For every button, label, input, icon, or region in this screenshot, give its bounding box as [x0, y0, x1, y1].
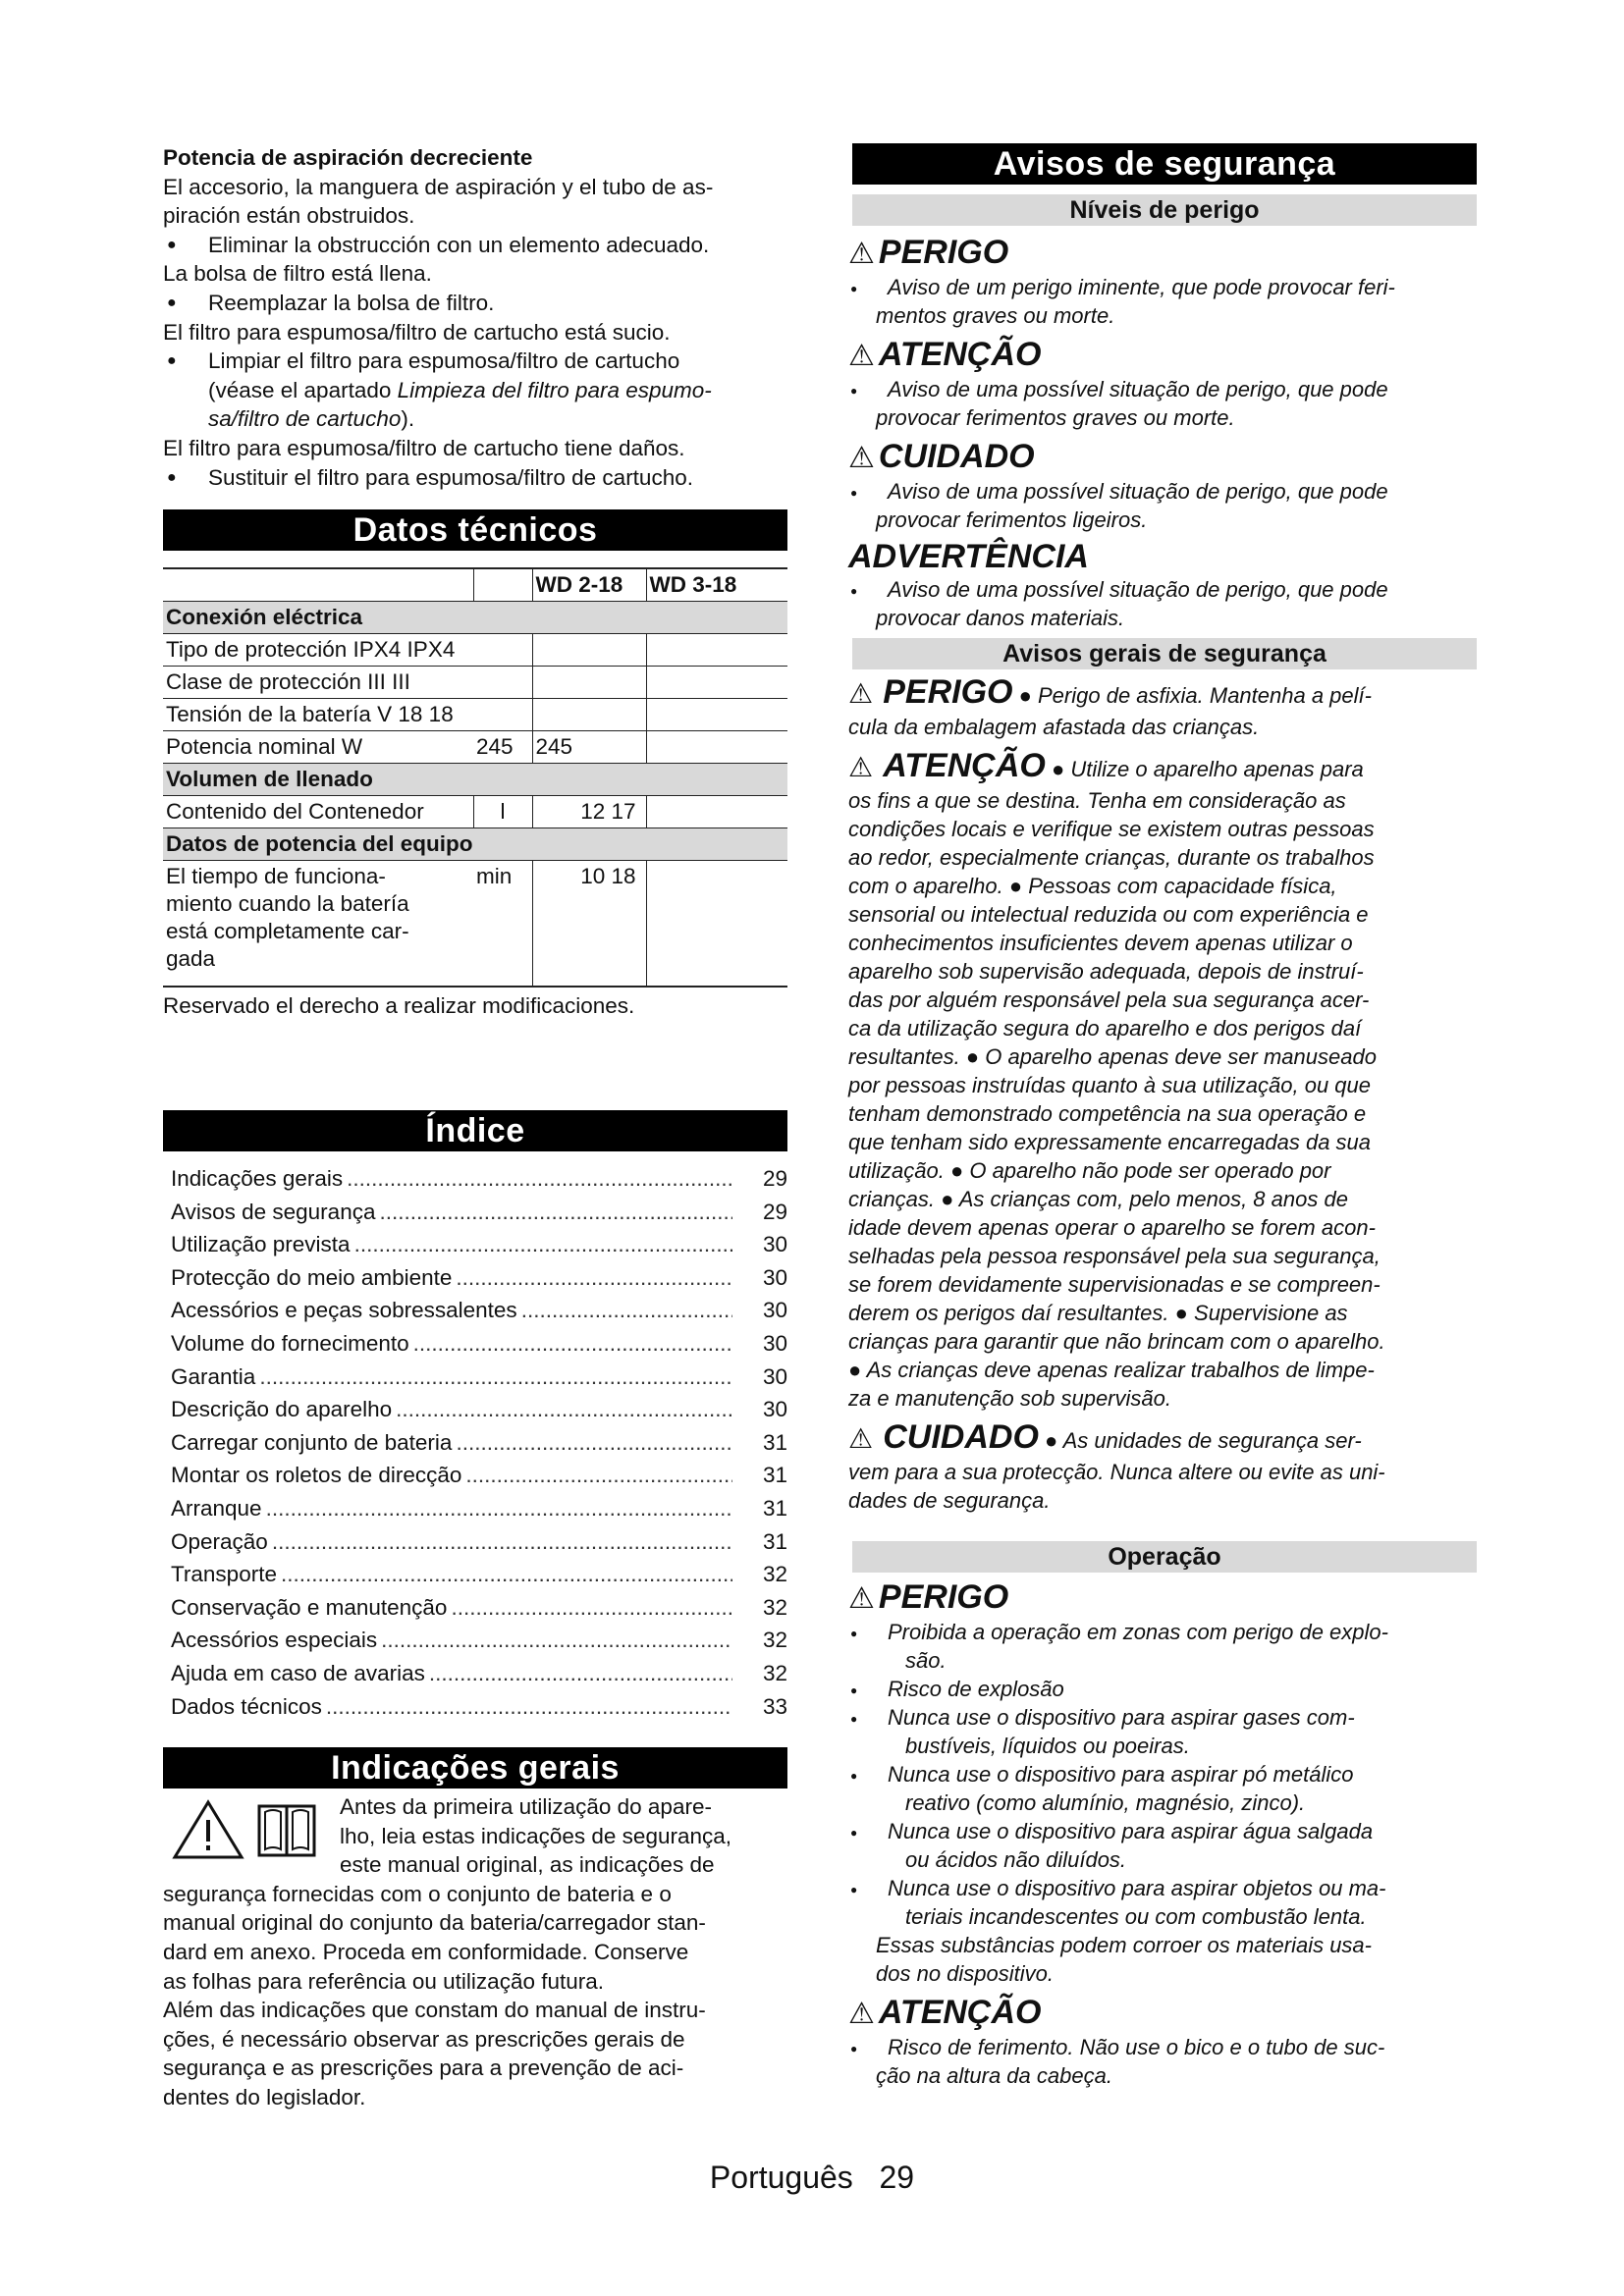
- operation-item: ● Risco de explosão: [848, 1675, 1477, 1703]
- toc-entry[interactable]: [171, 1558, 787, 1591]
- trouble-text: La bolsa de filtro está llena.: [163, 261, 432, 287]
- general-section: [163, 1792, 787, 2112]
- warning-triangle-icon: ⚠: [848, 238, 875, 270]
- level-text: provocar ferimentos ligeiros.: [876, 507, 1148, 532]
- toc-page: 32: [762, 1628, 787, 1653]
- level-advertencia: ADVERTÊNCIA: [848, 538, 1089, 575]
- table-row: Tipo de protección IPX4 IPX4: [163, 634, 787, 667]
- operation-text: ção na altura da cabeça.: [876, 2063, 1112, 2088]
- toc-title: Indicações gerais: [171, 1166, 344, 1191]
- general-text: utilização. ● O aparelho não pode ser operado por: [848, 1158, 1331, 1183]
- general-atencao: ⚠ ATENÇÃO ● Utilize o aparelho apenas para: [848, 747, 1364, 784]
- general-text: Antes da primeira utilização do apare-: [340, 1794, 712, 1819]
- operation-item-cont: bustíveis, líquidos ou poeiras.: [905, 1734, 1190, 1758]
- operation-section: [848, 1578, 1477, 2090]
- toc-page: 29: [762, 1199, 787, 1224]
- warning-triangle-icon: ⚠: [848, 1998, 875, 2030]
- general-text: dades de segurança.: [848, 1488, 1051, 1513]
- table-row: Tensión de la batería V 18 18: [163, 699, 787, 731]
- level-text: provocar danos materiais.: [876, 606, 1125, 630]
- toc-leader: [465, 1459, 732, 1492]
- general-text: selhadas pela pessoa responsável pela sua segurança,: [848, 1244, 1380, 1268]
- table-of-contents: [163, 1162, 787, 1723]
- toc-title: Acessórios e peças sobressalentes: [171, 1298, 517, 1323]
- toc-page: 31: [762, 1463, 787, 1488]
- toc-title: Garantia: [171, 1363, 256, 1389]
- warning-triangle-icon: ⚠: [848, 442, 875, 474]
- operation-note: dos no dispositivo.: [876, 1961, 1054, 1986]
- toc-title: Avisos de segurança: [171, 1199, 376, 1224]
- troubleshooting-section: [163, 143, 787, 492]
- level-text: ● Aviso de um perigo iminente, que pode provocar feri-: [848, 273, 1477, 301]
- toc-entry[interactable]: [171, 1657, 787, 1690]
- trouble-bullet: ● Limpiar el filtro para espumosa/filtro de cartucho: [163, 347, 787, 376]
- level-text: provocar ferimentos graves ou morte.: [876, 405, 1235, 430]
- toc-leader: [379, 1196, 732, 1229]
- general-safety-bar: Avisos gerais de segurança: [852, 638, 1477, 669]
- table-row: Clase de protección III III: [163, 667, 787, 699]
- toc-entry[interactable]: [171, 1591, 787, 1625]
- operation-item: ● Proibida a operação em zonas com perigo de explo-: [848, 1618, 1477, 1646]
- operation-item-cont: teriais incandescentes ou com combustão lenta.: [905, 1904, 1367, 1929]
- trouble-bullet-cont: sa/filtro de cartucho).: [208, 406, 415, 432]
- col-wd3: WD 3-18: [646, 568, 787, 602]
- general-text: crianças para garantir que não brincam com o aparelho.: [848, 1329, 1385, 1354]
- operation-item-cont: ou ácidos não diluídos.: [905, 1847, 1127, 1872]
- table-row: Contenido del Contenedor l 12 17: [163, 796, 787, 828]
- trouble-text: piración están obstruidos.: [163, 203, 415, 229]
- general-text: segurança e as prescrições para a prevenção de aci-: [163, 2056, 684, 2081]
- general-text: manual original do conjunto da bateria/carregador stan-: [163, 1910, 706, 1936]
- toc-page: 30: [762, 1397, 787, 1422]
- toc-leader: [259, 1361, 732, 1394]
- general-banner: Indicações gerais: [163, 1747, 787, 1789]
- level-cuidado: ⚠ CUIDADO: [848, 438, 1035, 475]
- general-text: ● As crianças deve apenas realizar trabalhos de limpe-: [848, 1358, 1375, 1382]
- toc-title: Transporte: [171, 1562, 277, 1587]
- general-perigo: ⚠ PERIGO ● Perigo de asfixia. Mantenha a pelí-: [848, 673, 1372, 711]
- general-text: sensorial ou intelectual reduzida ou com experiência e: [848, 902, 1369, 927]
- table-row: El tiempo de funciona- miento cuando la batería está completamente car- gada min 10 18: [163, 861, 787, 987]
- table-row: Potencia nominal W 245 245: [163, 731, 787, 764]
- toc-page: 30: [762, 1232, 787, 1257]
- toc-entry[interactable]: [171, 1228, 787, 1261]
- operation-item: ● Nunca use o dispositivo para aspirar gases com-: [848, 1703, 1477, 1732]
- operation-perigo: ⚠ PERIGO: [848, 1578, 1009, 1616]
- general-text: aparelho sob supervisão adequada, depois de instruí-: [848, 959, 1364, 984]
- toc-entry[interactable]: [171, 1690, 787, 1724]
- toc-page: 30: [762, 1298, 787, 1323]
- toc-title: Descrição do aparelho: [171, 1397, 393, 1422]
- toc-title: Arranque: [171, 1495, 262, 1521]
- toc-leader: [347, 1162, 732, 1196]
- toc-title: Ajuda em caso de avarias: [171, 1660, 425, 1685]
- general-body: [848, 786, 1477, 1413]
- operation-item-cont: reativo (como alumínio, magnésio, zinco).: [905, 1790, 1306, 1815]
- toc-entry[interactable]: [171, 1162, 787, 1196]
- toc-entry[interactable]: [171, 1426, 787, 1460]
- trouble-bullet: ● Reemplazar la bolsa de filtro.: [163, 289, 787, 318]
- page-footer: [0, 2160, 1624, 2196]
- danger-levels: [848, 234, 1477, 632]
- level-text: mentos graves ou morte.: [876, 303, 1115, 328]
- general-text: derem os perigos daí resultantes. ● Supervisione as: [848, 1301, 1348, 1325]
- toc-page: 31: [762, 1528, 787, 1554]
- general-text: vem para a sua protecção. Nunca altere ou evite as uni-: [848, 1460, 1385, 1484]
- general-text: ções, é necessário observar as prescrições gerais de: [163, 2026, 685, 2052]
- warning-triangle-icon: [175, 1802, 242, 1857]
- tech-data-table: [163, 567, 787, 988]
- table-group-row: Conexión eléctrica: [163, 602, 787, 634]
- toc-page: 31: [762, 1429, 787, 1455]
- operation-text: ● Risco de ferimento. Não use o bico e o tubo de suc-: [848, 2033, 1477, 2061]
- toc-leader: [413, 1327, 732, 1361]
- trouble-bullet: ● Eliminar la obstrucción con un elemento adecuado.: [163, 231, 787, 260]
- general-text: que tenham sido expressamente encarregadas da sua: [848, 1130, 1372, 1154]
- trouble-bullet: ● Sustituir el filtro para espumosa/filtro de cartucho.: [163, 463, 787, 493]
- general-text: com o aparelho. ● Pessoas com capacidade física,: [848, 874, 1337, 898]
- toc-leader: [456, 1261, 732, 1295]
- toc-title: Protecção do meio ambiente: [171, 1264, 453, 1290]
- trouble-text: El filtro para espumosa/filtro de cartucho está sucio.: [163, 319, 671, 345]
- general-text: tenham demonstrado competência na sua operação e: [848, 1101, 1367, 1126]
- level-atencao: ⚠ ATENÇÃO: [848, 336, 1042, 373]
- warning-triangle-icon: ⚠: [848, 340, 875, 372]
- general-text: resultantes. ● O aparelho apenas deve ser manuseado: [848, 1044, 1377, 1069]
- safety-banner: Avisos de segurança: [852, 143, 1477, 185]
- toc-title: Operação: [171, 1528, 268, 1554]
- general-text: cula da embalagem afastada das crianças.: [848, 715, 1260, 739]
- toc-entry[interactable]: [171, 1361, 787, 1394]
- table-group-row: Volumen de llenado: [163, 764, 787, 796]
- general-text: segurança fornecidas com o conjunto de bateria e o: [163, 1881, 672, 1906]
- level-text: ● Aviso de uma possível situação de perigo, que pode: [848, 575, 1477, 604]
- toc-entry[interactable]: [171, 1294, 787, 1327]
- general-text: conhecimentos insuficientes devem apenas utilizar o: [848, 931, 1353, 955]
- general-text: por pessoas instruídas quanto à sua utilização, ou que: [848, 1073, 1372, 1097]
- toc-entry[interactable]: [171, 1393, 787, 1426]
- toc-title: Utilização prevista: [171, 1232, 351, 1257]
- level-text: ● Aviso de uma possível situação de perigo, que pode: [848, 477, 1477, 506]
- level-text: ● Aviso de uma possível situação de perigo, que pode: [848, 375, 1477, 403]
- footer-language: Português: [709, 2160, 853, 2195]
- toc-title: Carregar conjunto de bateria: [171, 1429, 453, 1455]
- read-manual-icon: [259, 1806, 314, 1855]
- toc-page: 32: [762, 1562, 787, 1587]
- toc-title: Acessórios especiais: [171, 1628, 378, 1653]
- operation-note: Essas substâncias podem corroer os materiais usa-: [876, 1933, 1372, 1957]
- toc-entry[interactable]: [171, 1525, 787, 1559]
- toc-leader: [456, 1426, 732, 1460]
- general-text: dard em anexo. Proceda em conformidade. Conserve: [163, 1939, 689, 1964]
- toc-entry[interactable]: [171, 1624, 787, 1657]
- toc-leader: [521, 1294, 732, 1327]
- toc-leader: [326, 1690, 732, 1724]
- toc-page: 32: [762, 1594, 787, 1620]
- toc-leader: [354, 1228, 732, 1261]
- general-text: os fins a que se destina. Tenha em consideração as: [848, 788, 1346, 813]
- toc-page: 30: [762, 1363, 787, 1389]
- general-text: condições locais e verifique se existem outras pessoas: [848, 817, 1375, 841]
- trouble-bullet-cont: (véase el apartado Limpieza del filtro para espumo-: [208, 377, 712, 402]
- index-banner: Índice: [163, 1110, 787, 1151]
- general-cuidado: ⚠ CUIDADO ● As unidades de segurança ser-: [848, 1418, 1362, 1456]
- toc-leader: [396, 1393, 732, 1426]
- warning-triangle-icon: ⚠: [848, 1423, 874, 1454]
- reserved-note: Reservado el derecho a realizar modificaciones.: [163, 992, 635, 1018]
- toc-leader: [281, 1558, 732, 1591]
- toc-entry[interactable]: [171, 1492, 787, 1525]
- toc-entry[interactable]: [171, 1327, 787, 1361]
- operation-item: ● Nunca use o dispositivo para aspirar água salgada: [848, 1817, 1477, 1845]
- tech-data-table-wrap: [163, 567, 787, 1020]
- operation-atencao: ⚠ ATENÇÃO: [848, 1994, 1042, 2031]
- general-text: ca da utilização segura do aparelho e dos perigos daí: [848, 1016, 1362, 1041]
- table-group-row: Datos de potencia del equipo: [163, 828, 787, 861]
- operation-bar: Operação: [852, 1541, 1477, 1573]
- general-text: ao redor, especialmente crianças, durante os trabalhos: [848, 845, 1375, 870]
- trouble-text: El accesorio, la manguera de aspiración y el tubo de as-: [163, 174, 714, 199]
- general-safety: [848, 675, 1477, 1515]
- general-text: idade devem apenas operar o aparelho se forem acon-: [848, 1215, 1376, 1240]
- warning-triangle-icon: ⚠: [848, 678, 874, 709]
- general-text: crianças. ● As crianças com, pelo menos, 8 anos de: [848, 1187, 1348, 1211]
- toc-entry[interactable]: [171, 1196, 787, 1229]
- level-perigo: ⚠ PERIGO: [848, 234, 1009, 271]
- general-text: Além das indicações que constam do manual de instru-: [163, 1998, 706, 2023]
- toc-entry[interactable]: [171, 1261, 787, 1295]
- table-header-row: [163, 568, 787, 602]
- toc-title: Conservação e manutenção: [171, 1594, 448, 1620]
- toc-page: 31: [762, 1495, 787, 1521]
- toc-leader: [429, 1657, 732, 1690]
- general-text: as folhas para referência ou utilização futura.: [163, 1968, 605, 1994]
- toc-title: Volume do fornecimento: [171, 1330, 409, 1356]
- tech-data-banner: Datos técnicos: [163, 509, 787, 551]
- operation-list: [848, 1618, 1477, 1931]
- general-text: za e manutenção sob supervisão.: [848, 1386, 1171, 1411]
- toc-entry[interactable]: [171, 1459, 787, 1492]
- operation-item-cont: são.: [905, 1648, 947, 1673]
- danger-levels-bar: Níveis de perigo: [852, 194, 1477, 226]
- general-text: se forem devidamente supervisionadas e se compreen-: [848, 1272, 1380, 1297]
- general-text: este manual original, as indicações de: [340, 1852, 715, 1878]
- toc-leader: [381, 1624, 732, 1657]
- operation-item: ● Nunca use o dispositivo para aspirar objetos ou ma-: [848, 1874, 1477, 1902]
- toc-title: Dados técnicos: [171, 1693, 322, 1719]
- toc-title: Montar os roletos de direcção: [171, 1463, 462, 1488]
- toc-leader: [266, 1492, 732, 1525]
- warning-triangle-icon: ⚠: [848, 752, 874, 782]
- general-text: lho, leia estas indicações de segurança,: [340, 1823, 732, 1848]
- page-number: 29: [879, 2160, 915, 2195]
- toc-page: 33: [762, 1693, 787, 1719]
- trouble-heading: Potencia de aspiración decreciente: [163, 145, 533, 170]
- toc-page: 30: [762, 1330, 787, 1356]
- toc-leader: [451, 1591, 732, 1625]
- toc-page: 32: [762, 1660, 787, 1685]
- warning-icons: [171, 1798, 328, 1861]
- toc-leader: [272, 1525, 732, 1559]
- warning-triangle-icon: ⚠: [848, 1582, 875, 1615]
- trouble-text: El filtro para espumosa/filtro de cartucho tiene daños.: [163, 435, 685, 460]
- general-text: das por alguém responsável pela sua segurança acer-: [848, 988, 1370, 1012]
- toc-page: 29: [762, 1166, 787, 1191]
- operation-item: ● Nunca use o dispositivo para aspirar pó metálico: [848, 1760, 1477, 1789]
- general-text: dentes do legislador.: [163, 2084, 366, 2109]
- toc-page: 30: [762, 1264, 787, 1290]
- col-wd2: WD 2-18: [532, 568, 646, 602]
